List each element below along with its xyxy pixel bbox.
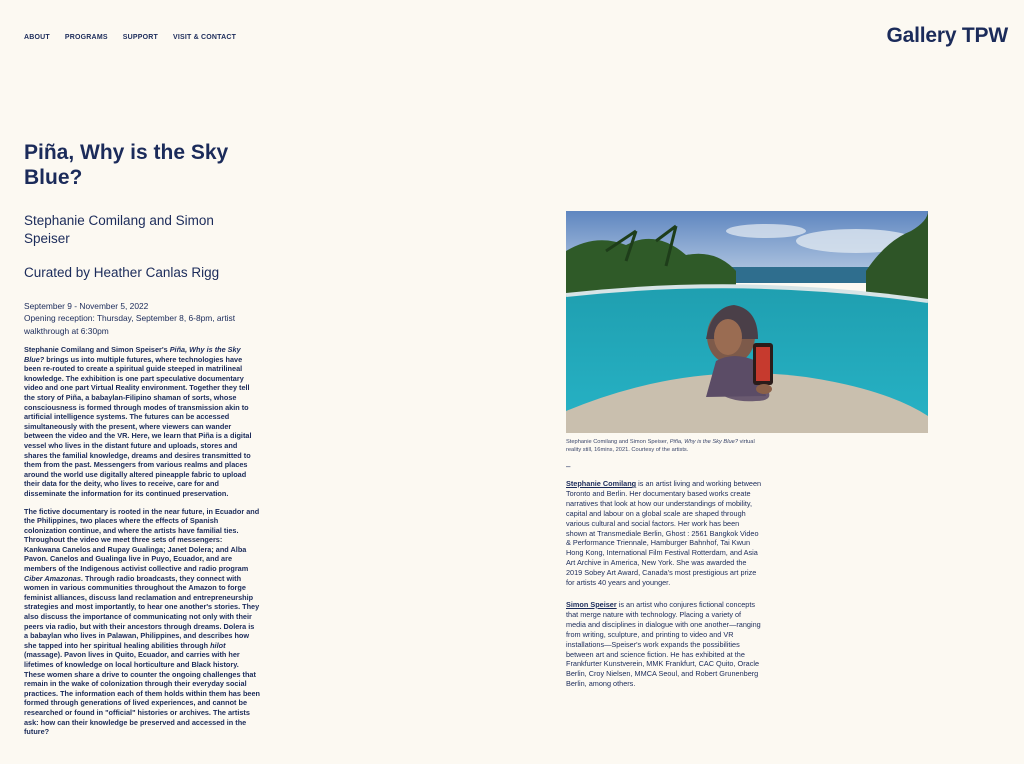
caption-text-a: Stephanie Comilang and Simon Speiser, (566, 439, 670, 445)
nav-about[interactable]: ABOUT (24, 34, 50, 41)
artist-bio-speiser (566, 600, 762, 689)
main-nav (24, 34, 236, 41)
bio-text-speiser: is an artist who conjures fictional concepts that merge nature with technology. Placing a variety of media and disciplines in dialogue with one another—ranging from writing, sculpture, and printing to video and VR installations—Speiser's work expands the possibilities between art and science fiction. He has exhibited at the Frankfurter Kunstverein, MMK Frankfurt, CAC Quito, Oracle Berlin, Croy Nielsen, MMCA Seoul, and Robert Grunenberg Berlin, among others. (566, 599, 761, 689)
para1-title: Piña, Why is the Sky Blue? (24, 345, 241, 364)
exhibition-title: Piña, Why is the Sky Blue? (24, 141, 229, 189)
nav-support[interactable]: SUPPORT (122, 34, 158, 41)
exhibition-image (566, 211, 928, 433)
nav-visit-contact[interactable]: VISIT & CONTACT (172, 34, 237, 41)
description-paragraph-2 (24, 507, 260, 737)
para1-text-b: brings us into multiple futures, where technologies have been re-routed to create a spiritual guide steeped in matrilineal knowledge. The exhibition is one part speculative documentary video and one part Virtual Reality environment. Together they tell the story of Piña, a babaylan-Filipino shaman of sorts, whose consciousness is formed through modes of transmission akin to artificial intelligence systems. The futures can be accessed simultaneously with the present, where viewers can wander between the video and the VR. Here, we learn that Piña is a digital vessel who lives in the distant future and uploads, stores and shares the familial knowledge, dreams and desires transmitted to them from the past. Messengers from various realms and places around the world use digitally altered pineapple fabric to upload their data for the deity, who lives to receive, care for and disseminate the information for its continued preservation. (24, 354, 252, 498)
opening-reception: Opening reception: Thursday, September 8, 6-8pm, artist walkthrough at 6:30pm (24, 313, 236, 336)
para2-text-b: . Through radio broadcasts, they connect with women in various communities throughout the Amazon to forge feminist alliances, discuss land reclamation and entrepreneurship strategies and most importantly, to hear one another's stories. They also discuss the importance of communicating not only with their peers via radio, but with their ancestors through dreams. Dolera is a babaylan who lives in Palawan, Philippines, and describes how she tapped into her spiritual healing abilities through (24, 573, 260, 650)
para2-program: Ciber Amazonas (24, 573, 81, 583)
para2-text-a: The fictive documentary is rooted in the near future, in Ecuador and the Philippines, two places where the effects of Spanish colonization continue, and where the artists have familial ties. Throughout the video we meet three sets of messengers: Kankwana Canelos and Rupay Gualinga; Janet Dolera; and Alba Pavon. Canelos and Gualinga live in Puyo, Ecuador, and are members of the Indigenous activist collective and radio program (24, 506, 260, 574)
exhibition-dates-block (24, 300, 260, 338)
artist-link-speiser[interactable]: Simon Speiser (566, 599, 617, 609)
description-paragraph-1 (24, 345, 260, 499)
para2-term: hilot (210, 640, 226, 650)
artist-link-comilang[interactable]: Stephanie Comilang (566, 479, 637, 488)
para2-text-c: (massage). Pavon lives in Quito, Ecuador, and carries with her lifetimes of knowledge on local horticulture and Black history. These women share a drive to counter the ongoing challenges that remain in the wake of colonization through their everyday social practices. The information each of them holds within them has been formed through generations of lived experiences, and cannot be researched or found in "official" histories or archives. The artists ask: how can their knowledge be preserved and accessed in the future? (24, 650, 260, 737)
section-divider: – (566, 462, 571, 471)
nav-programs[interactable]: PROGRAMS (64, 34, 108, 41)
exhibition-dates: September 9 - November 5, 2022 (24, 300, 149, 311)
image-caption (566, 438, 766, 454)
bio-text-comilang: is an artist living and working between Toronto and Berlin. Her documentary based works create narratives that look at how our understandings of mobility, capital and labour on a global scale are shaped through various cultural and social factors. Her work has been shown at Transmediale Berlin, Ghost : 2561 Bangkok Video & Performance Triennale, Hamburger Bahnhof, Tai Kwun Hong Kong, International Film Festival Rotterdam, and Asia Art Archive in America, New York. She was awarded the 2019 Sobey Art Award, Canada's most prestigious art prize for artists 40 years and younger. (566, 479, 762, 588)
caption-text-b: virtual reality still, 16mins, 2021. Courtesy of the artists. (566, 439, 755, 453)
caption-title: Piña, Why is the Sky Blue? (669, 439, 738, 445)
vr-still-illustration (566, 211, 928, 433)
exhibition-artists: Stephanie Comilang and Simon Speiser (24, 213, 214, 246)
media-column (566, 211, 928, 696)
site-logo[interactable]: Gallery TPW (886, 24, 1008, 47)
exhibition-info (24, 140, 260, 737)
para1-text-a: Stephanie Comilang and Simon Speiser's (24, 345, 170, 354)
exhibition-curator: Curated by Heather Canlas Rigg (24, 265, 220, 280)
artist-bio-comilang (566, 479, 762, 588)
